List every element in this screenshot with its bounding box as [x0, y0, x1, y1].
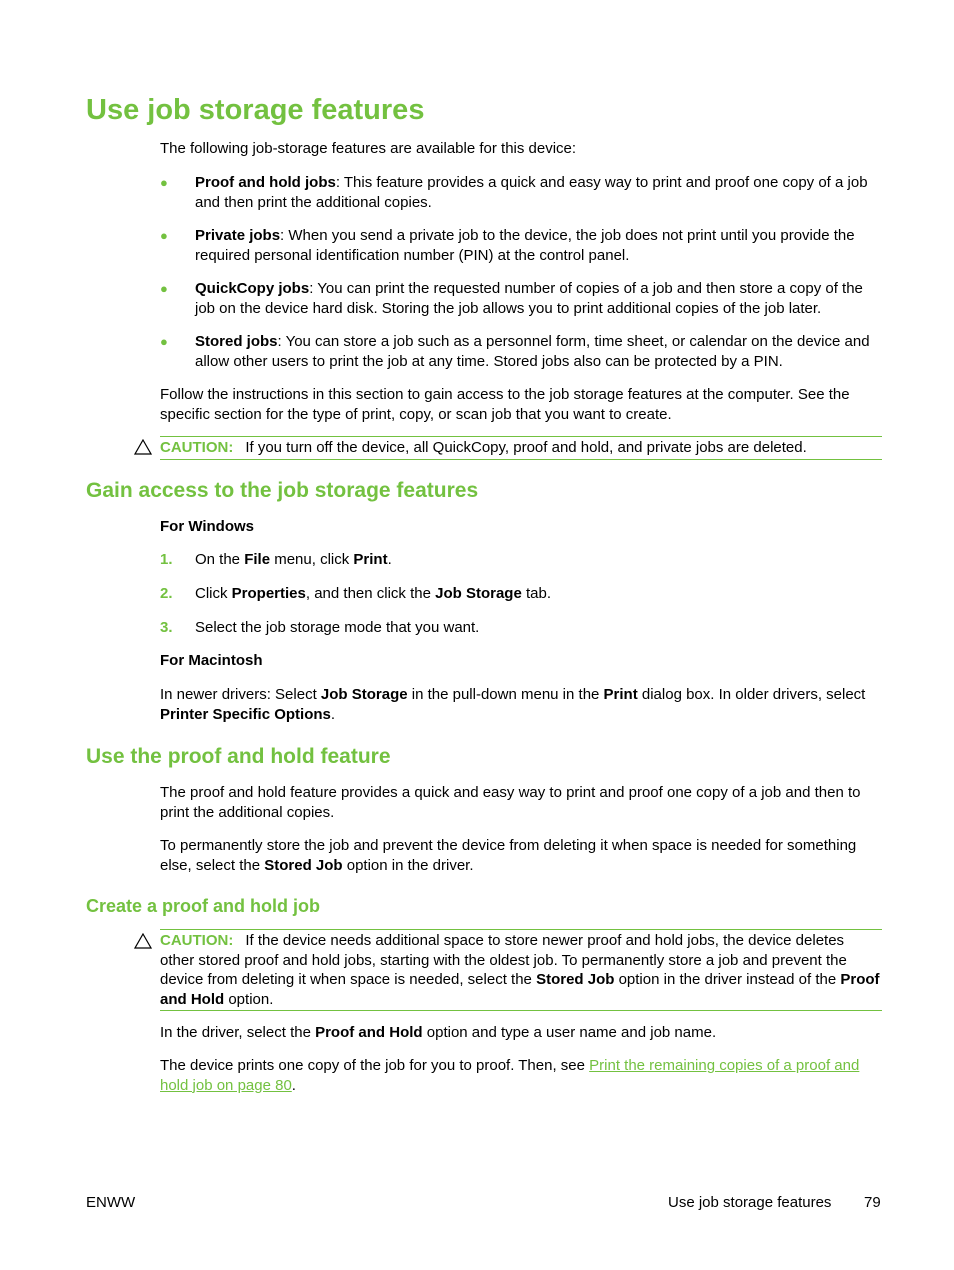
list-item — [160, 226, 882, 265]
intro-text: The following job-storage features are available for this device: — [160, 140, 577, 157]
page-number: 79 — [864, 1194, 881, 1211]
bullet-icon: ● — [160, 334, 168, 349]
warning-icon — [134, 933, 152, 949]
step-text — [195, 550, 882, 570]
bullet-icon: ● — [160, 281, 168, 296]
text-run: In the driver, select the — [160, 1024, 316, 1041]
text-run: tab. — [521, 585, 551, 602]
bold-term: Print — [603, 686, 638, 703]
text-run: option in the driver. — [342, 856, 474, 874]
bullet-icon: ● — [160, 175, 168, 190]
feature-text: : You can print the requested number of copies of a job and then store a copy of the job on the device hard disk. Storing the job allows you to print additional copies of the job later. — [195, 280, 863, 317]
text-run: menu, click — [270, 551, 354, 568]
follow-text: Follow the instructions in this section to gain access to the job storage features at the computer. See the specific section for the type of print, copy, or scan job that you want to create. — [160, 386, 850, 423]
caution-label: CAUTION: — [160, 439, 234, 456]
caution-note — [160, 436, 882, 460]
mac-heading: For Macintosh — [160, 652, 263, 669]
text-run: If the device needs additional space to store newer proof and hold jobs, the device deletes other stored proof and hold jobs, starting with the oldest job. To permanently store a job and prevent the device from deleting it when space is needed, select the — [160, 932, 847, 988]
proof-para-2 — [160, 836, 882, 875]
cross-reference-link[interactable]: Print the remaining copies of a proof and hold job on page 80 — [160, 1057, 860, 1094]
text-run: . — [387, 551, 392, 568]
feature-term: QuickCopy jobs — [195, 280, 310, 297]
feature-text: : When you send a private job to the device, the job does not print until you provide the required personal identification number (PIN) at the control panel. — [195, 227, 855, 264]
text-run: , and then click the — [305, 585, 436, 602]
list-item — [160, 332, 882, 371]
text-run: option. — [224, 990, 274, 1008]
text-run: option and type a user name and job name. — [422, 1024, 717, 1041]
caution-label: CAUTION: — [160, 932, 234, 949]
footer-title: Use job storage features — [668, 1194, 832, 1211]
step-text — [195, 584, 882, 604]
text-run: Select the job storage mode that you want. — [195, 619, 480, 636]
caution-text — [160, 932, 880, 1008]
step-number: 2. — [160, 585, 173, 602]
list-item — [160, 279, 882, 318]
text-run: On the — [195, 551, 245, 568]
proof-para-1: The proof and hold feature provides a quick and easy way to print and proof one copy of a job and then to print the additional copies. — [160, 784, 861, 821]
create-para-2-text: The device prints one copy of the job for you to proof. Then, see — [160, 1057, 590, 1074]
bold-term: Properties — [231, 585, 306, 602]
feature-term: Stored jobs — [195, 333, 278, 350]
bullet-icon: ● — [160, 228, 168, 243]
warning-icon — [134, 439, 152, 455]
feature-text: : You can store a job such as a personnel form, time sheet, or calendar on the device and allow other users to print the job at any time. Stored jobs also can be protected by a PIN. — [195, 333, 870, 370]
bold-term: Stored Job — [536, 971, 615, 988]
feature-term: Proof and hold jobs — [195, 174, 336, 191]
list-item — [160, 173, 882, 212]
caution-text: If you turn off the device, all QuickCopy, proof and hold, and private jobs are deleted. — [245, 439, 807, 456]
mac-text — [160, 685, 882, 724]
bold-term: Stored Job — [264, 856, 343, 874]
text-run: . — [330, 705, 336, 723]
feature-text: : This feature provides a quick and easy way to print and proof one copy of a job and then print the additional copies. — [195, 174, 868, 211]
bold-term: Printer Specific Options — [160, 705, 331, 723]
page-title: Use job storage features — [86, 94, 425, 126]
create-para-2-end: . — [291, 1076, 296, 1094]
subsection-heading: Create a proof and hold job — [86, 896, 321, 916]
step-number: 3. — [160, 619, 173, 636]
footer-left: ENWW — [86, 1194, 136, 1211]
bold-term: Job Storage — [320, 686, 408, 703]
step-number: 1. — [160, 551, 173, 568]
create-para-2 — [160, 1056, 882, 1095]
caution-note — [160, 929, 882, 1011]
text-run: To permanently store the job and prevent the device from deleting it when space is needed for something else, select the — [160, 837, 857, 874]
step-text — [195, 618, 882, 638]
bold-term: Proof and Hold — [315, 1024, 423, 1041]
feature-term: Private jobs — [195, 227, 281, 244]
text-run: Click — [195, 585, 232, 602]
bold-term: Job Storage — [435, 585, 522, 602]
text-run: in the pull-down menu in the — [407, 686, 604, 703]
text-run: In newer drivers: Select — [160, 686, 321, 703]
text-run: dialog box. In older drivers, select — [637, 686, 866, 703]
bold-term: File — [244, 551, 271, 568]
windows-heading: For Windows — [160, 518, 255, 535]
create-para-1 — [160, 1023, 882, 1043]
section-heading: Gain access to the job storage features — [86, 479, 479, 502]
section-heading: Use the proof and hold feature — [86, 745, 391, 768]
text-run: option in the driver instead of the — [614, 971, 841, 988]
bold-term: Proof and Hold — [160, 971, 880, 1008]
bold-term: Print — [353, 551, 388, 568]
